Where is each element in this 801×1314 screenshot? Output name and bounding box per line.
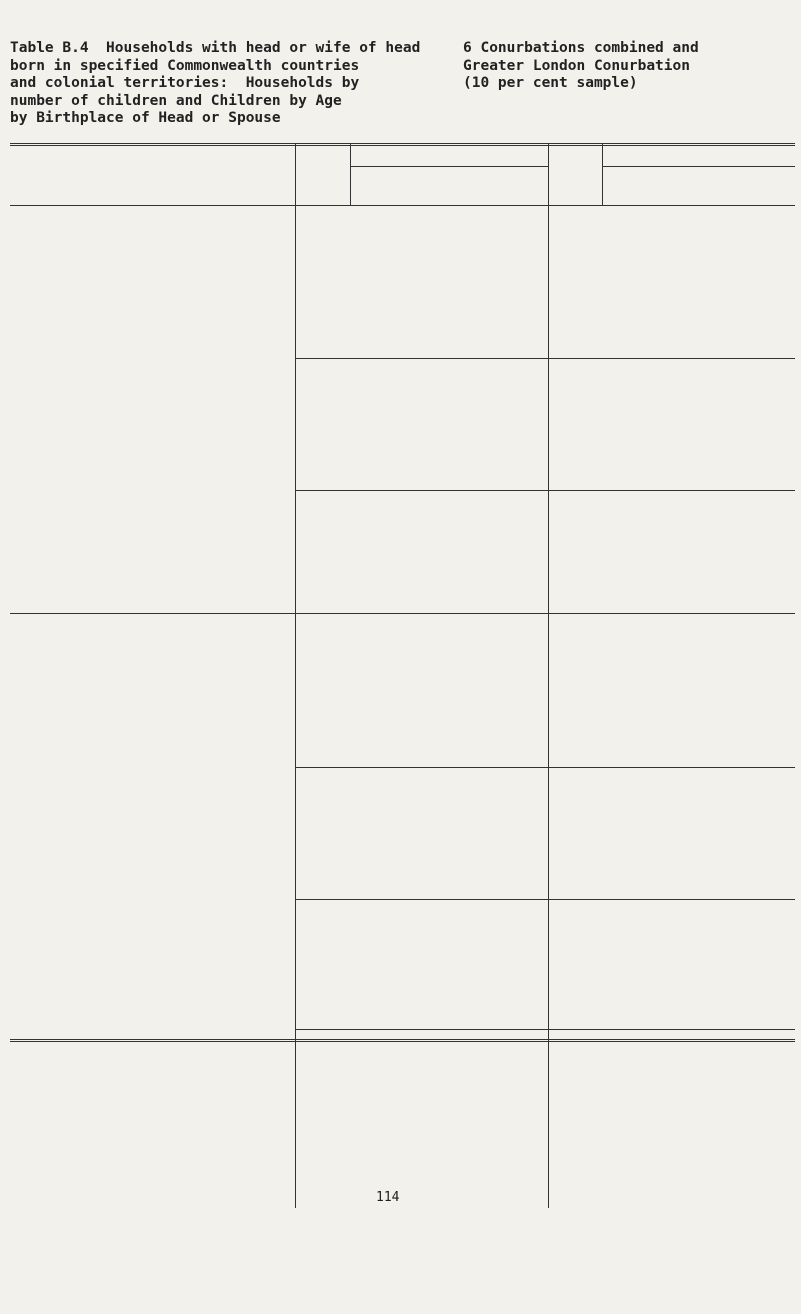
middle-column-rule: [548, 143, 549, 1208]
block-divider-rule: [296, 767, 795, 768]
section-divider-rule: [10, 613, 795, 614]
table-top-rule: [10, 143, 795, 146]
block-divider-rule: [296, 1029, 795, 1030]
table-bottom-rule: [10, 1039, 795, 1042]
column-header-bottom-rule: [10, 205, 795, 206]
block-divider-rule: [296, 358, 795, 359]
label-column-rule: [295, 143, 296, 1208]
block-divider-rule: [296, 490, 795, 491]
rule: [350, 143, 351, 205]
rule: [602, 143, 603, 205]
page-number: 114: [376, 1190, 400, 1205]
table-subtitle: 6 Conurbations combined and Greater London Conurbation (10 per cent sample): [463, 40, 699, 91]
rule: [602, 166, 795, 167]
rule: [350, 166, 548, 167]
table-title: Table B.4 Households with head or wife of head born in specified Commonwealth countries and colonial territories: Households by number of children and Children by Age by Birthplace of Head or Spouse: [10, 40, 421, 126]
block-divider-rule: [296, 899, 795, 900]
